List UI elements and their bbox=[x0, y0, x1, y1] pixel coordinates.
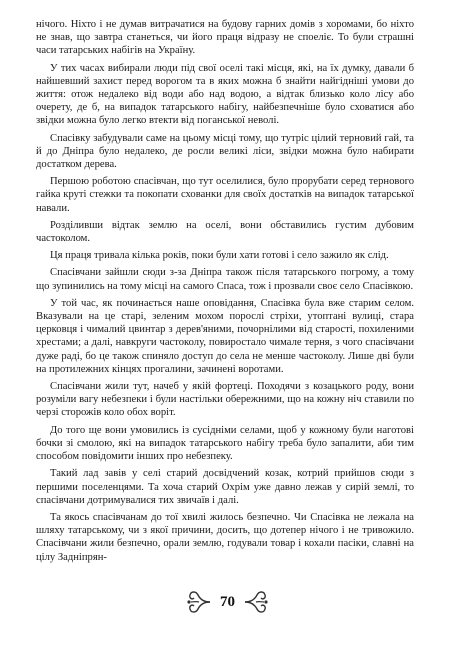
floral-ornament-right-icon bbox=[243, 590, 269, 614]
paragraph-5: Розділивши відтак землю на оселі, вони обставились густим дубовим частоколом. bbox=[36, 219, 414, 245]
page-footer bbox=[0, 590, 455, 614]
paragraph-1: нічого. Ніхто і не думав витрачатися на будову гарних домів з хоромами, бо ніхто не знав, що завтра станеться, чи його праця відразу не споеліє. То були страшні часи татарських набігів на Україну. bbox=[36, 19, 414, 57]
paragraph-6: Ця праця тривала кілька років, поки були хати готові і село зажило як слід. bbox=[50, 250, 389, 262]
paragraph-10: До того ще вони умовились із сусідніми селами, щоб у кожному були наготові бочки зі смолою, які на випадок татарського набігу треба було запалити, аби тим способом повідомити інших про небезпеку. bbox=[36, 424, 414, 463]
paragraph-2: У тих часах вибирали люди під свої оселі такі місця, які, на їх думку, давали б найшевший захист перед ворогом та в яких можна б знайти найгідніші умови до життя: отож недалеко від води або над водою, а відтак близько коло лісу або очерету, де б, на випадок татарського набігу, найбезпечніше було сховатися або звідки можна було легко втекти від поганської неволі. bbox=[36, 62, 414, 127]
floral-ornament-left-icon bbox=[186, 590, 212, 614]
paragraph-3: Спасівку забудували саме на цьому місці тому, що тутріс цілий терновий гай, та й до Дніпра було недалеко, де росли великі ліси, звідки можна було набирати достатком дерева. bbox=[36, 132, 414, 171]
paragraph-4: Першою роботою спасівчан, що тут оселилися, було прорубати серед тернового гайка круті стежки та покопати схованки для своїх достатків на випадок татарської навали. bbox=[36, 176, 414, 214]
paragraph-7: Спасівчани зайшли сюди з-за Дніпра також після татарського погрому, а тому що зупинились на тому місці на самого Спаса, тож і прозвали своє село Спасівкою. bbox=[36, 267, 414, 292]
paragraph-9: Спасівчани жили тут, начеб у якій фортеці. Походячи з козацького роду, вони розуміли вагу небезпеки і були настільки обережними, що на кожну ніч ставили по черзі сторожів коло обох воріт. bbox=[36, 381, 414, 419]
paragraph-12: Та якось спасівчанам до тої хвилі жилось безпечно. Чи Спасівка не лежала на шляху татарському, чи з якої причини, досить, що дотепер нічого і не тривожило. Спасівчани жили безпечно, орали землю, годували товар і кохали пасіки, славні на цілу Задніпрян- bbox=[36, 511, 414, 563]
paragraph-8: У той час, як починається наше оповідання, Спасівка була вже старим селом. Вказували на це старі, зеленим мохом порослі стріхи, утоптані вулиці, стара церковця і чималий цвинтар з дерев'яними, почорнілими від старості, похиленими хрестами; а далі, навкруги частоколу, повиростало чимале терня, з чого спасівчани дуже раді, бо це також спиняло доступ до села не менше частоколу. Лише дві були на протилежних кінцях прогалини, зачинені воротами. bbox=[36, 297, 414, 375]
paragraph-11: Такий лад завів у селі старий досвідчений козак, котрий прийшов сюди з першими поселенцями. Та хоча старий Охрім уже давно лежав у сирій землі, то спасівчани дотримувалися тих звичаїв і далі. bbox=[36, 468, 414, 506]
page-number: 70 bbox=[220, 593, 235, 610]
page-body bbox=[36, 18, 414, 564]
